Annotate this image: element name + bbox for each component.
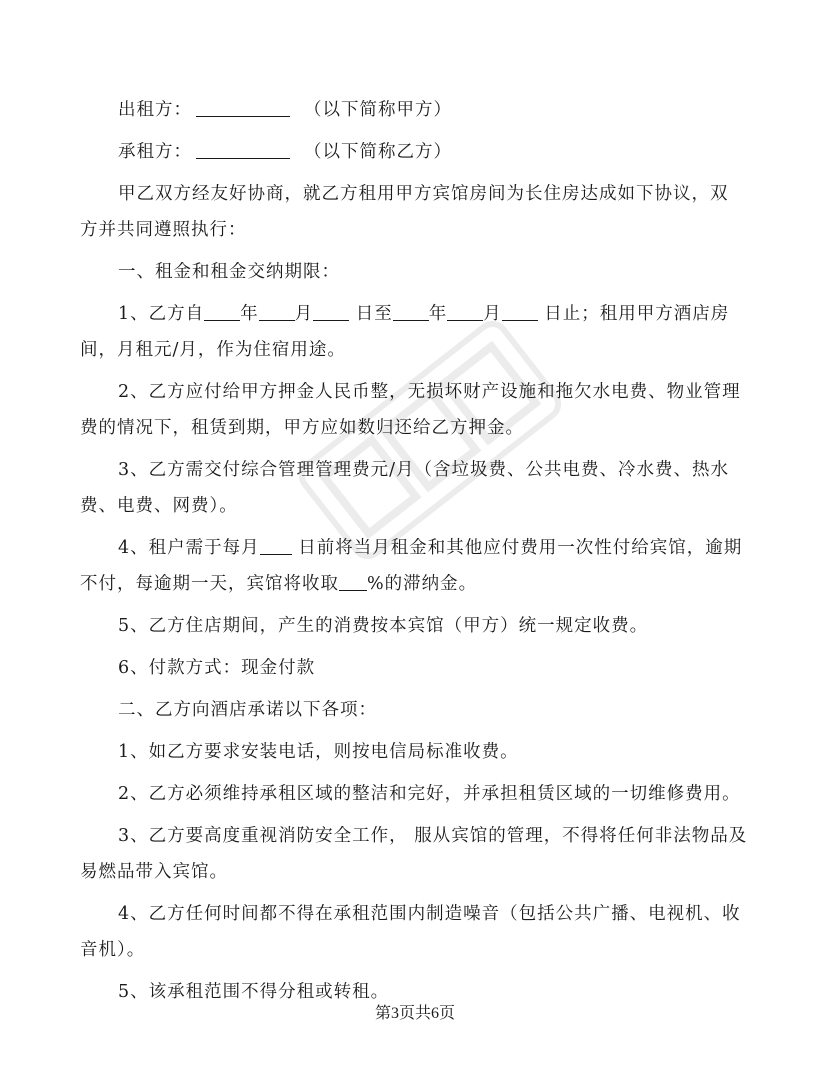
s1-item2-line-2: 费的情况下，租赁到期，甲方应如数归还给乙方押金。 <box>80 418 524 438</box>
s1-item1-text-d: 日至 <box>349 304 393 324</box>
start-year-blank <box>204 302 240 321</box>
lessee-blank <box>196 140 290 159</box>
lessor-label: 出租方： <box>118 100 192 120</box>
s2-item3-line-2: 易燃品带入宾馆。 <box>80 862 228 882</box>
s1-item6: 6、付款方式：现金付款 <box>118 658 316 678</box>
intro-line-1: 甲乙双方经友好协商，就乙方租用甲方宾馆房间为长住房达成如下协议，双 <box>118 184 729 204</box>
s1-item1-line-2: 间，月租元/月，作为住宿用途。 <box>80 340 346 360</box>
section2-title: 二、乙方向酒店承诺以下各项： <box>118 700 377 720</box>
s1-item4-text-c: 不付，每逾期一天，宾馆将收取 <box>80 574 339 594</box>
start-day-blank <box>313 302 349 321</box>
s1-item1-text-e: 年 <box>428 304 448 324</box>
page-number: 第3页共6页 <box>374 1005 455 1022</box>
end-month-blank <box>447 302 483 321</box>
s2-item4-line-1: 4、乙方任何时间都不得在承租范围内制造噪音（包括公共广播、电视机、收 <box>118 904 741 924</box>
s1-item1-text-a: 1、乙方自 <box>118 304 205 324</box>
s1-item4-text-a: 4、租户需于每月 <box>118 538 260 558</box>
s1-item2-line-1: 2、乙方应付给甲方押金人民币整，无损坏财产设施和拖欠水电费、物业管理 <box>118 382 741 402</box>
s1-item4-text-d: %的滞纳金。 <box>367 574 478 594</box>
contract-body <box>80 92 752 1016</box>
s1-item4-line-2 <box>80 566 752 602</box>
s1-item4-text-b: 日前将当月租金和其他应付费用一次性付给宾馆，逾期 <box>291 538 743 558</box>
s1-item1-line-1 <box>80 296 752 332</box>
lessor-note: （以下简称甲方） <box>304 100 452 120</box>
s1-item1-text-c: 月 <box>294 304 314 324</box>
s1-item5: 5、乙方住店期间，产生的消费按本宾馆（甲方）统一规定收费。 <box>118 616 649 636</box>
lessor-blank <box>196 98 290 117</box>
s2-item2: 2、乙方必须维持承租区域的整洁和完好，并承担租赁区域的一切维修费用。 <box>118 784 741 804</box>
lessor-line <box>80 92 752 128</box>
s2-item3-line-1: 3、乙方要高度重视消防安全工作， 服从宾馆的管理，不得将任何非法物品及 <box>118 826 748 846</box>
lessee-line <box>80 134 752 170</box>
start-month-blank <box>259 302 295 321</box>
s1-item1-text-g: 日止；租用甲方酒店房 <box>537 304 730 324</box>
due-day-blank <box>260 536 292 555</box>
s1-item3-line-2: 费、电费、网费）。 <box>80 496 238 516</box>
end-year-blank <box>393 302 429 321</box>
section1-title: 一、租金和租金交纳期限： <box>118 262 340 282</box>
s1-item3-line-1: 3、乙方需交付综合管理管理费元/月（含垃圾费、公共电费、冷水费、热水 <box>118 460 730 480</box>
s1-item1-text-f: 月 <box>483 304 502 324</box>
s2-item1: 1、如乙方要求安装电话，则按电信局标准收费。 <box>118 742 519 762</box>
intro-line-2: 方并共同遵照执行： <box>80 220 247 240</box>
s1-item1-text-b: 年 <box>240 304 259 324</box>
s2-item4-line-2: 音机）。 <box>80 940 146 960</box>
s1-item4-line-1 <box>80 530 752 566</box>
s2-item5: 5、该承租范围不得分租或转租。 <box>118 982 390 1002</box>
lessee-label: 承租方： <box>118 142 192 162</box>
end-day-blank <box>502 302 538 321</box>
lessee-note: （以下简称乙方） <box>304 142 452 162</box>
late-fee-blank <box>339 572 367 591</box>
